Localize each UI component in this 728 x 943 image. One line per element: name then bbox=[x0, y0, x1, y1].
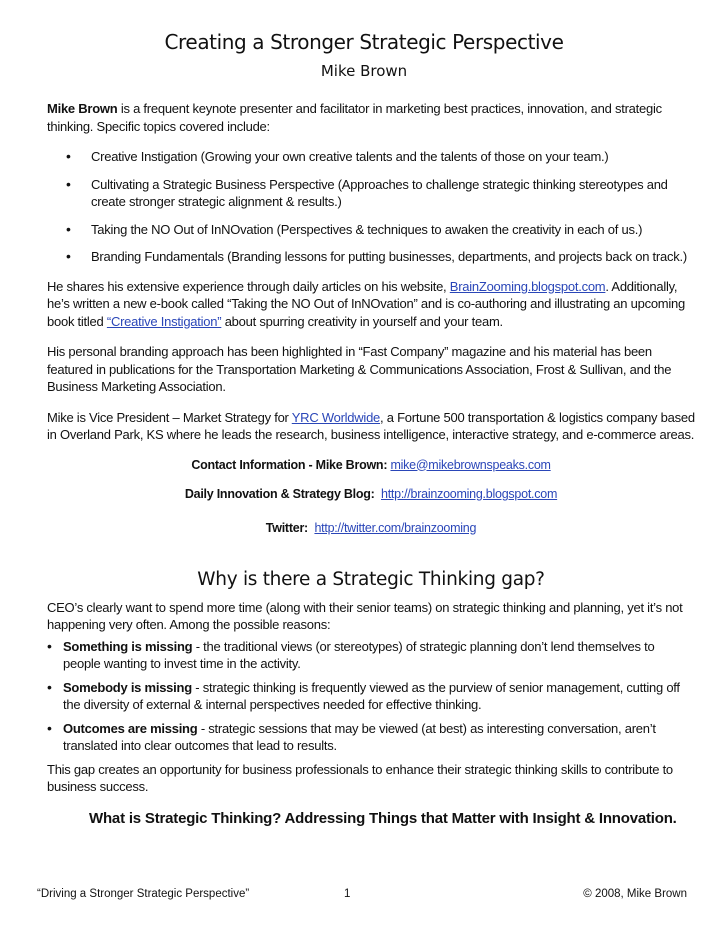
bio-paragraph-3 bbox=[47, 409, 695, 444]
reason-title: Somebody is missing bbox=[63, 679, 192, 695]
page-footer bbox=[37, 888, 687, 904]
footer-copyright: © 2008, Mike Brown bbox=[583, 888, 687, 900]
document-body bbox=[47, 100, 695, 827]
bio-text: Mike is Vice President – Market Strategy for bbox=[47, 409, 292, 425]
contact-email-line bbox=[47, 457, 695, 475]
closing-statement: What is Strategic Thinking? Addressing Things that Matter with Insight & Innovation. bbox=[89, 809, 677, 827]
contact-twitter-line bbox=[47, 520, 695, 538]
reasons-list bbox=[47, 638, 695, 755]
topics-list bbox=[47, 148, 695, 266]
topic-item: • Taking the NO Out of InNOvation (Perspectives & techniques to awaken the creativity in each of us.) bbox=[47, 221, 695, 239]
reason-item bbox=[47, 679, 695, 714]
contact-blog-label: Daily Innovation & Strategy Blog: bbox=[184, 487, 375, 501]
intro-name: Mike Brown bbox=[47, 101, 118, 116]
reason-text: - strategic thinking is frequently viewed as the purview of senior management, cutting off the diversity of external & internal perspectives needed for effective thinking. bbox=[63, 679, 680, 712]
contact-email-label: Contact Information - Mike Brown: bbox=[191, 457, 388, 472]
reason-text: - the traditional views (or stereotypes) of strategic planning don’t lend themselves to people wanting to invest time in the activity. bbox=[63, 638, 655, 671]
document-author: Mike Brown bbox=[320, 62, 408, 80]
company-link[interactable]: YRC Worldwide bbox=[291, 409, 381, 425]
bio-paragraph-1 bbox=[47, 278, 695, 331]
reason-text: - strategic sessions that may be viewed (at best) as interesting conversation, aren’t translated into clear outcomes that lead to results. bbox=[63, 720, 656, 753]
twitter-link[interactable]: http://twitter.com/brainzooming bbox=[314, 520, 477, 535]
gap-heading: Why is there a Strategic Thinking gap? bbox=[197, 569, 545, 590]
intro-paragraph bbox=[47, 100, 695, 135]
topic-item: • Branding Fundamentals (Branding lessons for putting businesses, departments, and projects back on track.) bbox=[47, 248, 695, 266]
reason-title: Outcomes are missing bbox=[63, 720, 198, 736]
bio-text: about spurring creativity in yourself and your team. bbox=[221, 313, 503, 329]
bio-text: He shares his extensive experience through daily articles on his website, bbox=[47, 278, 450, 294]
document-title: Creating a Stronger Strategic Perspective bbox=[164, 30, 564, 54]
email-link[interactable]: mike@mikebrownspeaks.com bbox=[390, 457, 551, 472]
topic-item: • Cultivating a Strategic Business Perspective (Approaches to challenge strategic thinking stereotypes and create stronger strategic alignment & results.) bbox=[47, 176, 695, 211]
bio-paragraph-2: His personal branding approach has been highlighted in “Fast Company” magazine and his material has been featured in publications for the Transportation Marketing & Communications Association, Frost & Sullivan, and the Business Marketing Association. bbox=[47, 344, 672, 394]
blog-link[interactable]: http://brainzooming.blogspot.com bbox=[381, 487, 558, 501]
intro-text: is a frequent keynote presenter and facilitator in marketing best practices, innovation, and strategic thinking. Specific topics covered include: bbox=[47, 101, 662, 134]
reason-title: Something is missing bbox=[63, 638, 193, 654]
topic-item: • Creative Instigation (Growing your own creative talents and the talents of those on your team.) bbox=[47, 148, 695, 166]
website-link[interactable]: BrainZooming.blogspot.com bbox=[449, 278, 606, 294]
reason-item bbox=[47, 720, 695, 755]
reason-item bbox=[47, 638, 695, 673]
bio-text: , a Fortune 500 transportation & logistics company based in Overland Park, KS where he leads the research, business intelligence, interactive strategy, and e-commerce areas. bbox=[47, 409, 695, 442]
contact-blog-line bbox=[47, 486, 695, 504]
contact-twitter-label: Twitter: bbox=[265, 520, 308, 535]
page-number: 1 bbox=[344, 888, 351, 900]
gap-conclusion: This gap creates an opportunity for business professionals to enhance their strategic thinking skills to contribute to business success. bbox=[47, 761, 673, 794]
footer-left: “Driving a Stronger Strategic Perspective” bbox=[37, 888, 250, 900]
gap-intro: CEO’s clearly want to spend more time (along with their senior teams) on strategic thinking and planning, yet it’s not happening very often. Among the possible reasons: bbox=[47, 599, 683, 632]
book-link[interactable]: “Creative Instigation” bbox=[106, 313, 222, 329]
bio-text: . Additionally, he’s written a new e-book called “Taking the NO Out of InNOvation” and is co-authoring and illustrating an upcoming book titled bbox=[47, 278, 685, 329]
